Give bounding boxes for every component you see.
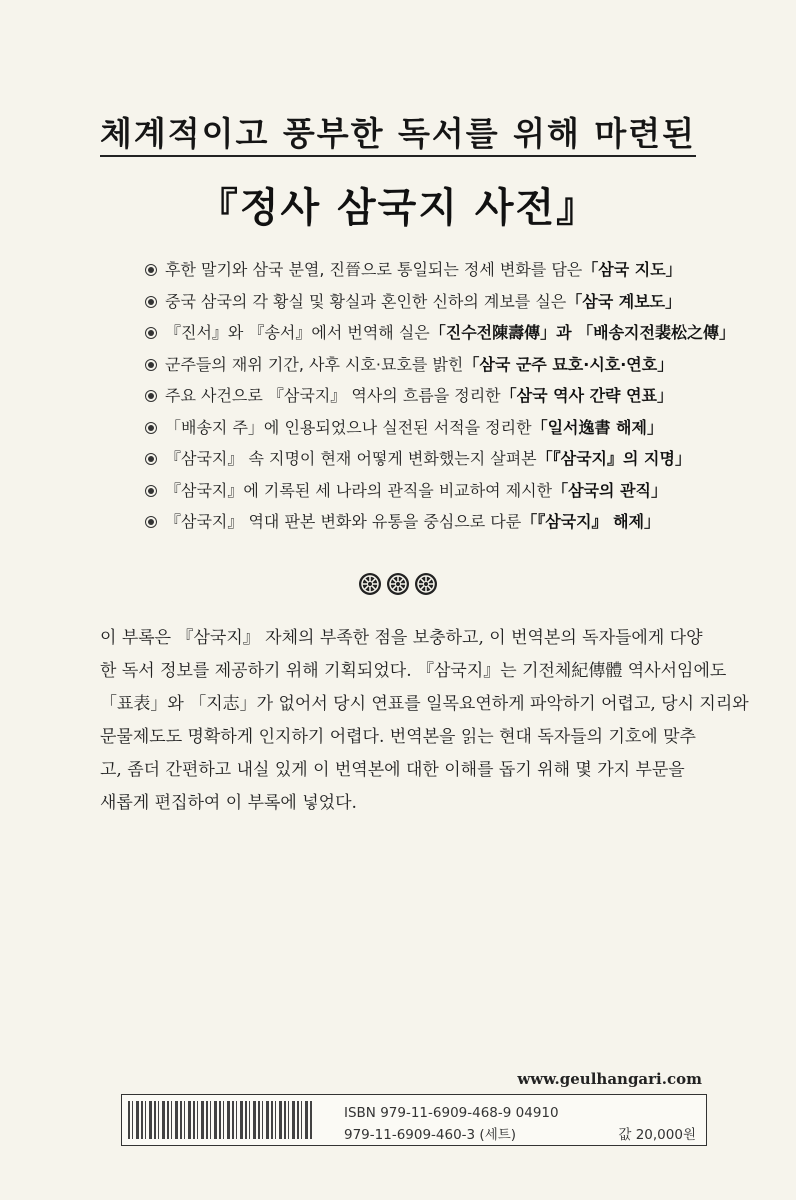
feature-item [145,416,725,448]
feature-emphasis: 「삼국 지도」 [582,260,682,279]
feature-text: 군주들의 재위 기간, 사후 시호·묘호를 밝힌 [165,354,464,374]
feature-text: 후한 말기와 삼국 분열, 진晉으로 통일되는 정세 변화를 담은 [165,260,583,279]
feature-item [145,353,725,385]
paragraph-line: 고, 좀더 간편하고 내실 있게 이 번역본에 대한 이해를 돕기 위해 몇 가지 부문을 [100,760,685,780]
barcode-icon [128,1101,314,1139]
paragraph-line: 문물제도도 명확하게 인지하기 어렵다. 번역본을 읽는 현대 독자들의 기호에 맞추 [100,727,696,747]
feature-emphasis: 「삼국 계보도」 [566,291,682,311]
feature-item [145,321,735,353]
bullet-icon [145,296,157,308]
bullet-icon [145,422,157,434]
feature-text: 『진서』와 『송서』에서 번역해 실은 [165,323,430,342]
feature-emphasis: 「삼국 군주 묘호·시호·연호」 [463,354,674,374]
description-paragraph [100,622,749,820]
feature-emphasis: 「진수전陳壽傳」과 「배송지전裴松之傳」 [429,323,735,342]
feature-text: 『삼국지』 역대 판본 변화와 유통을 중심으로 다룬 [165,512,522,531]
paragraph-line: 새롭게 편집하여 이 부록에 넣었다. [100,793,357,813]
bullet-icon [145,516,157,528]
feature-text: 『삼국지』에 기록된 세 나라의 관직을 비교하여 제시한 [165,480,553,500]
feature-emphasis: 「삼국 역사 간략 연표」 [500,386,673,405]
bullet-icon [145,327,157,339]
book-title: 『정사 삼국지 사전』 [197,185,599,231]
bullet-icon [145,453,157,465]
price-label: 값 20,000원 [618,1127,696,1143]
paragraph-line: 한 독서 정보를 제공하기 위해 기획되었다. 『삼국지』는 기전체紀傳體 역사서임에도 [100,661,727,681]
headline: 체계적이고 풍부한 독서를 위해 마련된 [99,114,696,153]
feature-emphasis: 「『삼국지』 해제」 [521,512,661,531]
ornament-icon [358,572,382,596]
paragraph-line: 「표表」와 「지志」가 없어서 당시 연표를 일목요연하게 파악하기 어렵고, 당시 지리와 [100,694,749,714]
isbn-number: ISBN 979-11-6909-468-9 04910 [344,1105,559,1121]
divider-rule [100,155,696,157]
feature-text: 「배송지 주」에 인용되었으나 실전된 서적을 정리한 [165,417,532,437]
bullet-icon [145,390,157,402]
ornament-icon [386,572,410,596]
bullet-icon [145,485,157,497]
feature-text: 『삼국지』 속 지명이 현재 어떻게 변화했는지 살펴본 [165,449,537,468]
feature-list [145,258,735,542]
isbn-set-number: 979-11-6909-460-3 (세트) [344,1127,517,1143]
bullet-icon [145,359,157,371]
feature-item [145,510,725,542]
feature-emphasis: 「『삼국지』의 지명」 [536,449,691,468]
feature-item [145,384,725,416]
ornament-icon [414,572,438,596]
publisher-website: www.geulhangari.com [517,1070,702,1088]
feature-emphasis: 「삼국의 관직」 [552,480,667,500]
feature-text: 주요 사건으로 『삼국지』 역사의 흐름을 정리한 [165,386,501,405]
feature-item [145,447,725,479]
paragraph-line: 이 부록은 『삼국지』 자체의 부족한 점을 보충하고, 이 번역본의 독자들에게 다양 [100,628,703,648]
feature-item [145,290,725,322]
feature-item [145,479,725,511]
feature-text: 중국 삼국의 각 황실 및 황실과 혼인한 신하의 계보를 실은 [165,291,567,311]
bullet-icon [145,264,157,276]
ornament-row [0,572,796,596]
feature-emphasis: 「일서逸書 해제」 [531,417,663,437]
isbn-box [121,1094,707,1146]
feature-item [145,258,725,290]
